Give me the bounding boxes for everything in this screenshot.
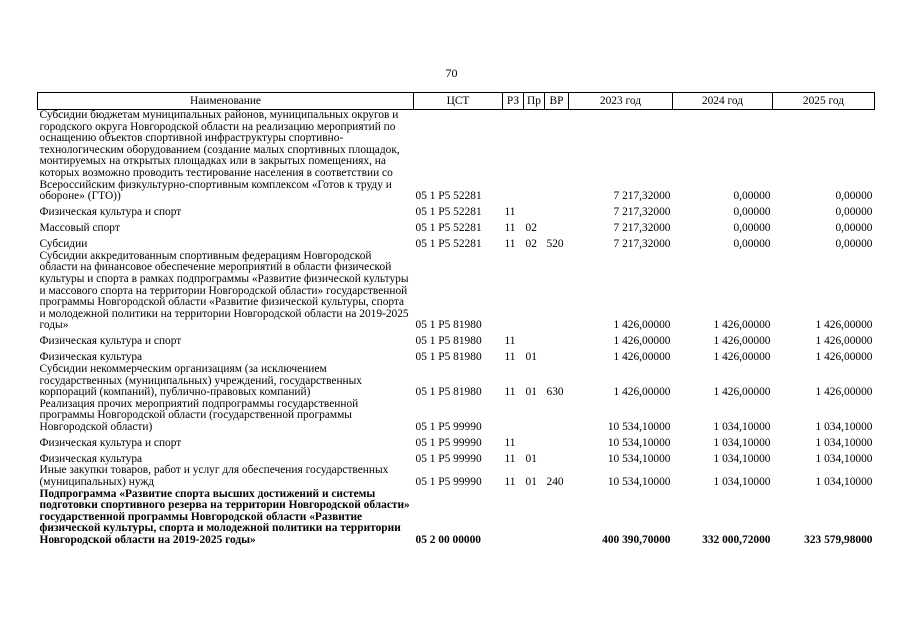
row-2024: 0,00000 bbox=[733, 222, 771, 235]
row-2024: 1 034,10000 bbox=[713, 436, 771, 449]
row-name: Физическая культура bbox=[39, 351, 143, 364]
table-row bbox=[38, 399, 875, 434]
budget-table bbox=[37, 92, 875, 547]
row-vr bbox=[545, 433, 569, 449]
row-rz: 11 bbox=[504, 476, 516, 489]
row-pr: 01 bbox=[525, 351, 537, 364]
row-pr: 02 bbox=[525, 222, 537, 235]
row-cst: 05 1 P5 99990 bbox=[415, 420, 482, 433]
row-2025: 1 426,00000 bbox=[815, 351, 873, 364]
row-2025: 323 579,98000 bbox=[804, 534, 873, 547]
row-2025: 1 034,10000 bbox=[815, 420, 873, 433]
row-2024: 1 034,10000 bbox=[713, 420, 771, 433]
row-vr bbox=[545, 399, 569, 434]
header-2025: 2025 год bbox=[773, 93, 875, 110]
table-row bbox=[38, 433, 875, 449]
header-2023: 2023 год bbox=[569, 93, 673, 110]
row-vr: 630 bbox=[546, 386, 564, 399]
row-2024: 1 426,00000 bbox=[713, 351, 771, 364]
row-pr bbox=[524, 110, 545, 203]
row-2025: 0,00000 bbox=[835, 190, 873, 203]
row-cst: 05 1 P5 52281 bbox=[415, 206, 482, 219]
row-name: Субсидии некоммерческим организациям (за исключением государственных (муниципальных) учреждений, государственных корпораций (компаний), публично-правовых компаний) bbox=[39, 362, 362, 399]
row-name: Субсидии бюджетам муниципальных районов, муниципальных округов и городского округа Новгородской области на реализацию мероприятий по оснащению объектов спортивной инфраструктуры спортивно-технологическим оборудованием (создание малых спортивных площадок, монтируемых на открытых площадках или в закрытых помещениях, на которых возможно проводить тестирование населения в соответствии со Всероссийским физкультурно-спортивным комплексом «Готов к труду и обороне» (ГТО)) bbox=[39, 109, 400, 203]
row-name: Подпрограмма «Развитие спорта высших достижений и системы подготовки спортивного резерва на территории Новгородской области» государственной программы Новгородской области «Развитие физической культуры, спорта и молодежной политики на территории Новгородской области на 2019-2025 годы» bbox=[39, 487, 410, 547]
table-row bbox=[38, 110, 875, 203]
row-pr: 01 bbox=[525, 476, 537, 489]
row-cst: 05 1 P5 81980 bbox=[415, 386, 482, 399]
row-rz: 11 bbox=[504, 238, 516, 251]
row-2024: 1 034,10000 bbox=[713, 476, 771, 489]
table-row bbox=[38, 489, 875, 547]
header-pr: Пр bbox=[524, 93, 545, 110]
row-vr bbox=[545, 348, 569, 364]
row-rz bbox=[503, 489, 524, 547]
table-row bbox=[38, 348, 875, 364]
row-vr: 240 bbox=[546, 476, 564, 489]
row-name: Субсидии аккредитованным спортивным федерациям Новгородской области на финансовое обеспечение мероприятий в области физической культуры и спорта в рамках подпрограммы «Развитие физической культуры и массового спорта на территории Новгородской области» государственной программы Новгородской области «Развитие физической культуры, спорта и молодежной политики на территории Новгородской области на 2019-2025 годы» bbox=[39, 249, 409, 332]
row-2023: 1 426,00000 bbox=[613, 319, 671, 332]
row-vr bbox=[545, 449, 569, 465]
row-2024: 0,00000 bbox=[733, 206, 771, 219]
row-pr bbox=[524, 399, 545, 434]
row-2023: 1 426,00000 bbox=[613, 386, 671, 399]
row-cst: 05 1 P5 99990 bbox=[415, 436, 482, 449]
row-rz: 11 bbox=[504, 452, 516, 465]
table-row bbox=[38, 332, 875, 348]
row-vr: 520 bbox=[546, 238, 564, 251]
row-2025: 0,00000 bbox=[835, 222, 873, 235]
row-vr bbox=[545, 489, 569, 547]
row-2024: 1 034,10000 bbox=[713, 452, 771, 465]
row-rz: 11 bbox=[504, 206, 516, 219]
row-name: Массовый спорт bbox=[39, 222, 120, 235]
table-row bbox=[38, 449, 875, 465]
row-pr bbox=[524, 433, 545, 449]
row-name: Субсидии bbox=[39, 238, 88, 251]
row-pr: 01 bbox=[525, 452, 537, 465]
row-vr bbox=[545, 251, 569, 332]
row-rz bbox=[503, 399, 524, 434]
row-rz: 11 bbox=[504, 436, 516, 449]
row-2023: 1 426,00000 bbox=[613, 335, 671, 348]
row-2024: 1 426,00000 bbox=[713, 335, 771, 348]
row-2025: 0,00000 bbox=[835, 206, 873, 219]
table-row bbox=[38, 465, 875, 488]
table-row bbox=[38, 364, 875, 399]
row-2024: 1 426,00000 bbox=[713, 319, 771, 332]
header-2024: 2024 год bbox=[673, 93, 773, 110]
row-pr bbox=[524, 332, 545, 348]
row-2023: 10 534,10000 bbox=[607, 420, 671, 433]
row-cst: 05 1 P5 52281 bbox=[415, 222, 482, 235]
row-2025: 1 034,10000 bbox=[815, 476, 873, 489]
row-2023: 10 534,10000 bbox=[607, 436, 671, 449]
header-rz: РЗ bbox=[503, 93, 524, 110]
row-cst: 05 1 P5 99990 bbox=[415, 452, 482, 465]
row-2023: 400 390,70000 bbox=[602, 534, 671, 547]
row-name: Иные закупки товаров, работ и услуг для обеспечения государственных (муниципальных) нужд bbox=[39, 464, 389, 489]
row-2023: 7 217,32000 bbox=[613, 190, 671, 203]
row-pr bbox=[524, 251, 545, 332]
header-cst: ЦСТ bbox=[414, 93, 503, 110]
row-2024: 0,00000 bbox=[733, 190, 771, 203]
row-rz bbox=[503, 110, 524, 203]
row-2025: 1 034,10000 bbox=[815, 452, 873, 465]
row-2025: 1 426,00000 bbox=[815, 319, 873, 332]
table-row bbox=[38, 251, 875, 332]
table-row bbox=[38, 235, 875, 251]
row-vr bbox=[545, 332, 569, 348]
table-row bbox=[38, 203, 875, 219]
row-vr bbox=[545, 203, 569, 219]
row-cst: 05 1 P5 81980 bbox=[415, 351, 482, 364]
row-name: Физическая культура и спорт bbox=[39, 436, 182, 449]
row-rz: 11 bbox=[504, 222, 516, 235]
row-name: Физическая культура и спорт bbox=[39, 335, 182, 348]
row-rz: 11 bbox=[504, 386, 516, 399]
row-2023: 10 534,10000 bbox=[607, 476, 671, 489]
page-number: 70 bbox=[445, 66, 458, 80]
table-body bbox=[38, 110, 875, 547]
header-name: Наименование bbox=[38, 93, 414, 110]
row-2024: 0,00000 bbox=[733, 238, 771, 251]
row-cst: 05 1 P5 81980 bbox=[415, 319, 482, 332]
row-2023: 7 217,32000 bbox=[613, 238, 671, 251]
row-cst: 05 1 P5 52281 bbox=[415, 190, 482, 203]
table-header-row bbox=[38, 93, 875, 110]
row-2023: 7 217,32000 bbox=[613, 206, 671, 219]
row-vr bbox=[545, 110, 569, 203]
row-2025: 1 034,10000 bbox=[815, 436, 873, 449]
row-cst: 05 1 P5 99990 bbox=[415, 476, 482, 489]
row-2023: 1 426,00000 bbox=[613, 351, 671, 364]
row-vr bbox=[545, 219, 569, 235]
row-2024: 332 000,72000 bbox=[702, 534, 771, 547]
row-name: Физическая культура и спорт bbox=[39, 206, 182, 219]
row-rz: 11 bbox=[504, 335, 516, 348]
row-2025: 1 426,00000 bbox=[815, 386, 873, 399]
row-cst: 05 2 00 00000 bbox=[415, 534, 481, 547]
table-row bbox=[38, 219, 875, 235]
row-name: Реализация прочих мероприятий подпрограммы государственной программы Новгородской области (государственной программы Новгородской области) bbox=[39, 397, 359, 433]
row-2023: 10 534,10000 bbox=[607, 452, 671, 465]
row-cst: 05 1 P5 81980 bbox=[415, 335, 482, 348]
row-pr bbox=[524, 203, 545, 219]
row-2023: 7 217,32000 bbox=[613, 222, 671, 235]
row-rz: 11 bbox=[504, 351, 516, 364]
row-cst: 05 1 P5 52281 bbox=[415, 238, 482, 251]
row-2024: 1 426,00000 bbox=[713, 386, 771, 399]
row-pr: 02 bbox=[525, 238, 537, 251]
header-vr: ВР bbox=[545, 93, 569, 110]
row-rz bbox=[503, 251, 524, 332]
row-2025: 0,00000 bbox=[835, 238, 873, 251]
row-pr: 01 bbox=[525, 386, 537, 399]
row-name: Физическая культура bbox=[39, 452, 143, 465]
row-pr bbox=[524, 489, 545, 547]
row-2025: 1 426,00000 bbox=[815, 335, 873, 348]
